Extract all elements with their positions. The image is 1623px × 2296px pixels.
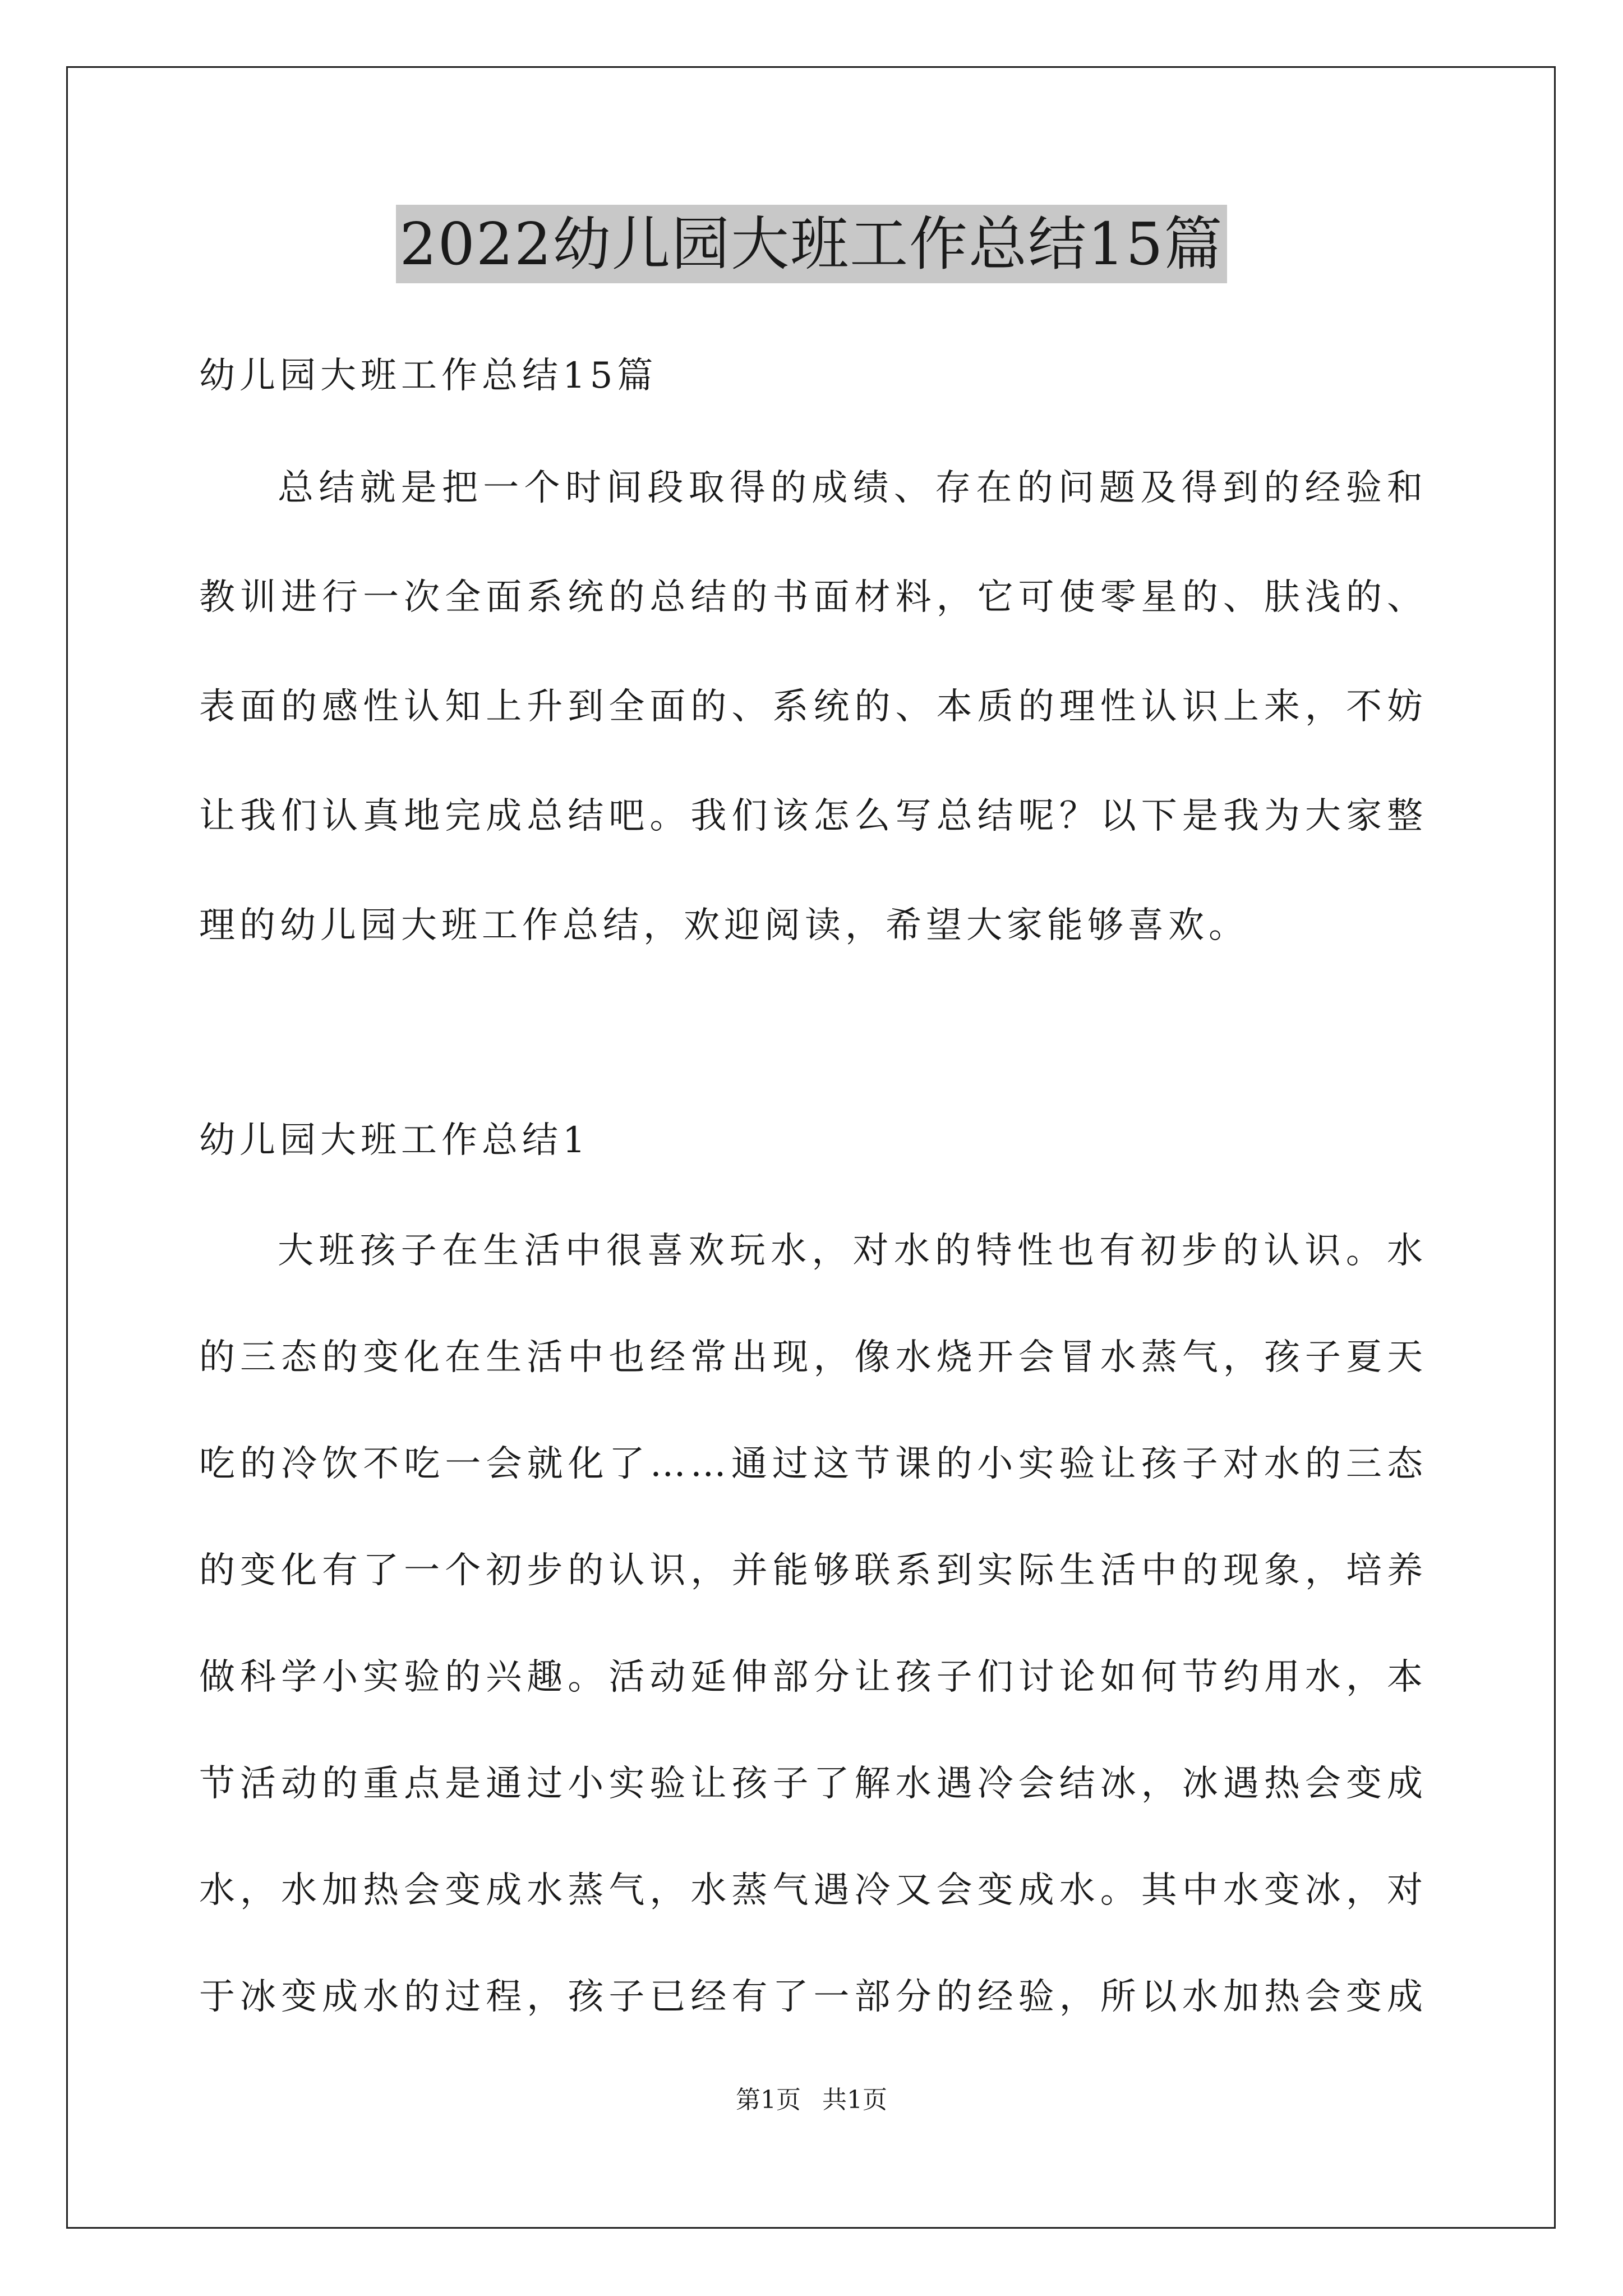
- intro-line-1: 总结就是把一个时间段取得的成绩、存在的问题及得到的经验和: [278, 467, 1427, 509]
- intro-line-5: 理的幼儿园大班工作总结，欢迎阅读，希望大家能够喜欢。: [199, 905, 1249, 946]
- document-title: 2022幼儿园大班工作总结15篇: [396, 205, 1227, 283]
- section-line-3: 吃的冷饮不吃一会就化了……通过这节课的小实验让孩子对水的三态: [199, 1443, 1427, 1485]
- intro-line-3: 表面的感性认知上升到全面的、系统的、本质的理性认识上来，不妨: [199, 686, 1427, 728]
- document-subtitle: 幼儿园大班工作总结15篇: [199, 355, 658, 397]
- title-container: [0, 205, 1623, 283]
- section-line-8: 于冰变成水的过程，孩子已经有了一部分的经验，所以水加热会变成: [199, 1976, 1427, 2018]
- section-heading: 幼儿园大班工作总结1: [199, 1120, 590, 1161]
- intro-line-4: 让我们认真地完成总结吧。我们该怎么写总结呢？以下是我为大家整: [199, 795, 1427, 837]
- section-line-2: 的三态的变化在生活中也经常出现，像水烧开会冒水蒸气，孩子夏天: [199, 1337, 1427, 1378]
- section-line-1: 大班孩子在生活中很喜欢玩水，对水的特性也有初步的认识。水: [278, 1230, 1427, 1272]
- section-line-7: 水，水加热会变成水蒸气，水蒸气遇冷又会变成水。其中水变冰，对: [199, 1870, 1427, 1911]
- section-line-6: 节活动的重点是通过小实验让孩子了解水遇冷会结冰，冰遇热会变成: [199, 1763, 1427, 1805]
- section-line-4: 的变化有了一个初步的认识，并能够联系到实际生活中的现象，培养: [199, 1550, 1427, 1591]
- intro-line-2: 教训进行一次全面系统的总结的书面材料，它可使零星的、肤浅的、: [199, 577, 1427, 618]
- section-line-5: 做科学小实验的兴趣。活动延伸部分让孩子们讨论如何节约用水，本: [199, 1657, 1427, 1698]
- page-footer: 第1页 共1页: [736, 2086, 887, 2114]
